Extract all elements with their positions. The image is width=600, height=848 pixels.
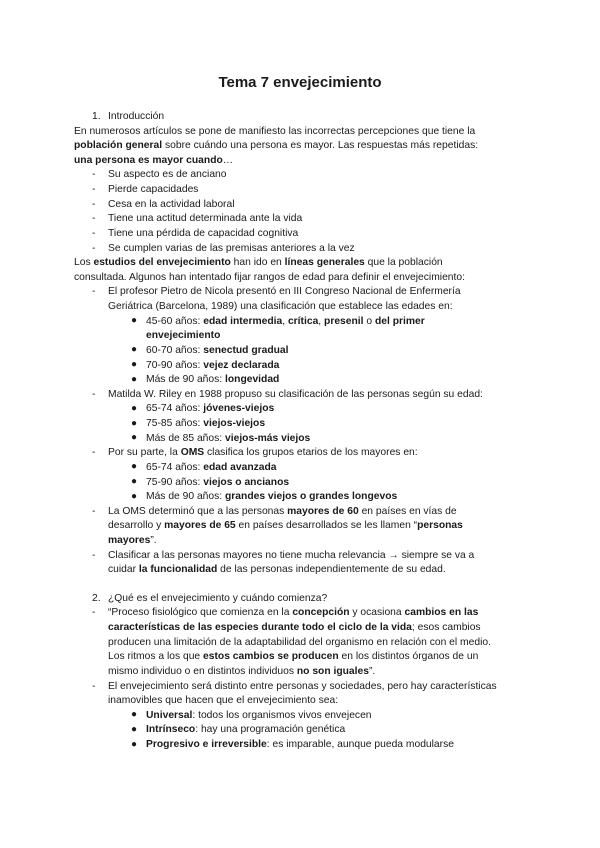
section-heading (108, 592, 327, 606)
dash-bullet: - (92, 447, 96, 459)
text-run: producen una limitación de la adaptabilidad del organismo en relación con el medio. (108, 636, 491, 648)
text-run: una persona es mayor cuando (74, 154, 223, 166)
round-bullet: ● (131, 373, 138, 385)
text-run: líneas generales (284, 257, 365, 269)
round-bullet: ● (131, 417, 138, 429)
sub-list-item (146, 709, 372, 723)
list-item-line (108, 665, 375, 679)
text-run: Geriátrica (Barcelona, 1989) una clasificación que establece las edades en: (108, 301, 453, 313)
round-bullet: ● (131, 709, 138, 721)
text-run: ”. (150, 534, 157, 546)
text-run: 65-74 años: (146, 403, 204, 415)
sub-list-item (146, 329, 220, 343)
text-run: en países en vías de (358, 505, 457, 517)
list-item (108, 212, 302, 226)
text-run: del primer (374, 315, 425, 327)
dash-bullet: - (92, 680, 96, 692)
text-run: Los (74, 257, 94, 269)
text-run: La OMS determinó que a las personas (108, 505, 288, 517)
text-run: Más de 90 años: (146, 491, 225, 503)
text-run: mayores de 60 (287, 505, 359, 517)
dash-bullet: - (92, 198, 96, 210)
sub-list-item (146, 344, 289, 358)
text-run: cambios en las (404, 607, 479, 619)
text-run: 45-60 años: (146, 315, 204, 327)
text-run: cuidar (108, 564, 139, 576)
sub-list-item (146, 461, 277, 475)
list-item-line (108, 285, 461, 299)
text-run: clasifica los grupos etarios de los mayores en: (204, 447, 418, 459)
paragraph-line (74, 154, 233, 168)
text-run: Tiene una actitud determinada ante la vida (108, 213, 303, 225)
text-run: o (363, 315, 375, 327)
text-run: mayores de 65 (164, 520, 236, 532)
text-run: Los ritmos a los que (108, 651, 204, 663)
sub-list-item (146, 490, 397, 504)
round-bullet: ● (131, 402, 138, 414)
text-run: 70-90 años: (146, 359, 204, 371)
text-run: ”. (368, 665, 376, 677)
dash-bullet: - (92, 184, 96, 196)
paragraph-line (74, 139, 478, 153)
dash-bullet: - (92, 549, 96, 561)
list-item (108, 168, 227, 182)
text-run: inamovibles que hacen que el envejecimiento sea: (108, 695, 339, 707)
text-run: estos cambios se producen (203, 651, 339, 663)
text-run: 75-90 años: (146, 476, 204, 488)
text-run: Intrínseco (146, 724, 196, 736)
text-run: Se cumplen varias de las premisas anteriores a la vez (108, 242, 355, 254)
text-run: envejecimiento (146, 330, 221, 342)
text-run: que la población (364, 257, 443, 269)
text-run: , (318, 315, 325, 327)
text-run: El profesor Pietro de Nicola presentó en III Congreso Nacional de Enfermería (108, 286, 461, 298)
text-run: mayores (108, 534, 151, 546)
text-run: población general (74, 140, 163, 152)
round-bullet: ● (131, 461, 138, 473)
text-run: En numerosos artículos se pone de manifiesto las incorrectas percepciones que tiene la (74, 125, 476, 137)
text-run: : es imparable, aunque pueda modularse (266, 739, 454, 751)
list-item-line (108, 621, 481, 635)
round-bullet: ● (131, 315, 138, 327)
text-run: viejos-más viejos (225, 432, 311, 444)
text-run: no son iguales (296, 665, 369, 677)
document-title: Tema 7 envejecimiento (218, 74, 382, 91)
text-run: : todos los organismos vivos envejecen (192, 709, 372, 721)
sub-list-item (146, 373, 279, 387)
dash-bullet: - (92, 227, 96, 239)
dash-bullet: - (92, 169, 96, 181)
text-run: El envejecimiento será distinto entre personas y sociedades, pero hay características (108, 680, 497, 692)
list-item (108, 242, 355, 256)
text-run: características de las especies durante todo el ciclo de la vida (108, 622, 412, 634)
dash-bullet: - (92, 505, 96, 517)
list-item-line (108, 680, 497, 694)
sub-list-item (146, 476, 289, 490)
list-item-line (108, 606, 478, 620)
text-run: Tiene una pérdida de capacidad cognitiva (108, 227, 299, 239)
paragraph-line (74, 125, 475, 139)
text-run: … (222, 154, 234, 166)
text-run: Su aspecto es de anciano (108, 169, 227, 181)
text-run: ; esos cambios (411, 622, 481, 634)
text-run: 60-70 años: (146, 344, 204, 356)
paragraph-line (74, 271, 465, 285)
round-bullet: ● (131, 490, 138, 502)
text-run: jóvenes-viejos (203, 403, 275, 415)
list-item-line (108, 636, 491, 650)
text-run: Universal (146, 709, 193, 721)
list-item-line (108, 519, 463, 533)
dash-bullet: - (92, 388, 96, 400)
sub-list-item (146, 432, 310, 446)
text-run: sobre cuándo una persona es mayor. Las respuestas más repetidas: (162, 140, 479, 152)
round-bullet: ● (131, 432, 138, 444)
text-run: 75-85 años: (146, 418, 204, 430)
list-item-line (108, 300, 453, 314)
text-run: en los distintos órganos de un (338, 651, 479, 663)
round-bullet: ● (131, 359, 138, 371)
text-run: ¿Qué es el envejecimiento y cuándo comienza? (108, 592, 328, 604)
sub-list-item (146, 723, 345, 737)
text-run: personas (417, 520, 463, 532)
text-run: viejos-viejos (203, 418, 266, 430)
round-bullet: ● (131, 723, 138, 735)
text-run: Cesa en la actividad laboral (108, 198, 235, 210)
list-item (108, 183, 198, 197)
paragraph-line (74, 256, 443, 270)
sub-list-item (146, 315, 425, 329)
list-item (108, 198, 235, 212)
list-item-line (108, 563, 446, 577)
text-run: edad intermedia (203, 315, 283, 327)
dash-bullet: - (92, 607, 96, 619)
text-run: de las personas independientemente de su edad. (217, 564, 446, 576)
text-run: en países desarrollados se les llamen “ (235, 520, 418, 532)
text-run: concepción (292, 607, 350, 619)
dash-bullet: - (92, 286, 96, 298)
text-run: grandes viejos o grandes longevos (225, 491, 398, 503)
list-item-line (108, 388, 483, 402)
dash-bullet: - (92, 213, 96, 225)
text-run: desarrollo y (108, 520, 165, 532)
text-run: OMS (180, 447, 205, 459)
section-heading (108, 110, 164, 124)
text-run: Introducción (108, 111, 165, 122)
text-run: , (282, 315, 288, 327)
list-item-line (108, 650, 478, 664)
text-run: Por su parte, la (108, 447, 181, 459)
text-run: senectud gradual (203, 344, 289, 356)
text-run: Matilda W. Riley en 1988 propuso su clasificación de las personas según su edad: (108, 388, 483, 400)
sub-list-item (146, 402, 274, 416)
text-run: viejos o ancianos (203, 476, 290, 488)
list-item-line (108, 534, 157, 548)
text-run: Progresivo e irreversible (146, 739, 267, 751)
dash-bullet: - (92, 242, 96, 254)
text-run: Pierde capacidades (108, 184, 199, 196)
round-bullet: ● (131, 738, 138, 750)
text-run: mismo individuo o en distintos individuos (108, 665, 297, 677)
list-item-line (108, 505, 457, 519)
sub-list-item (146, 738, 454, 752)
section-number: 2. (92, 592, 101, 604)
text-run: edad avanzada (203, 461, 277, 473)
text-run: 65-74 años: (146, 461, 204, 473)
text-run: “Proceso fisiológico que comienza en la (108, 607, 293, 619)
section-number: 1. (92, 111, 101, 122)
text-run: vejez declarada (203, 359, 280, 371)
sub-list-item (146, 359, 279, 373)
text-run: Más de 90 años: (146, 374, 225, 386)
list-item-line (108, 549, 474, 563)
text-run: longevidad (225, 374, 280, 386)
list-item-line (108, 694, 338, 708)
text-run: crítica (287, 315, 319, 327)
text-run: Clasificar a las personas mayores no tiene mucha relevancia → siempre se va a (108, 549, 475, 561)
round-bullet: ● (131, 344, 138, 356)
text-run: la funcionalidad (138, 564, 218, 576)
list-item (108, 227, 298, 241)
text-run: estudios del envejecimiento (93, 257, 231, 269)
sub-list-item (146, 417, 265, 431)
text-run: consultada. Algunos han intentado fijar rangos de edad para definir el envejecimiento: (74, 271, 465, 283)
text-run: presenil (324, 315, 364, 327)
text-run: Más de 85 años: (146, 432, 225, 444)
list-item-line (108, 446, 418, 460)
text-run: han ido en (230, 257, 285, 269)
text-run: : hay una programación genética (195, 724, 346, 736)
round-bullet: ● (131, 476, 138, 487)
text-run: y ocasiona (349, 607, 405, 619)
